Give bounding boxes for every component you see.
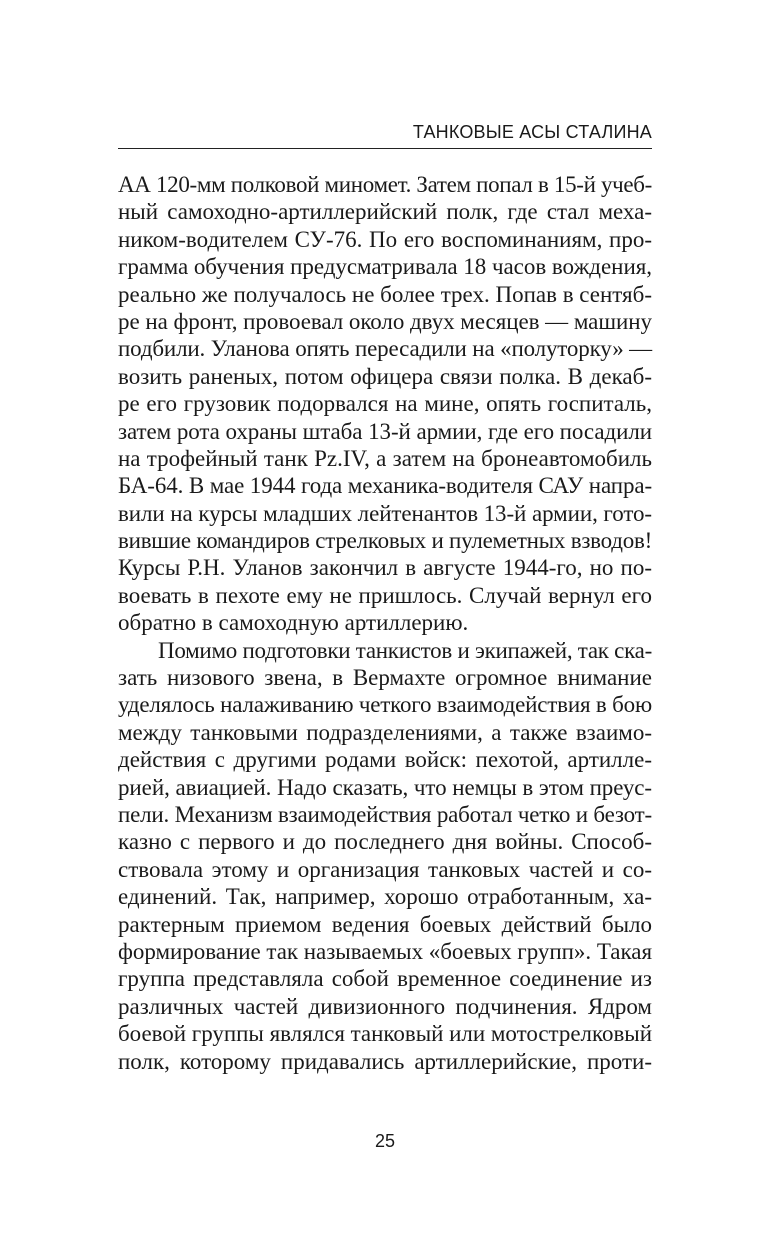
running-head-title: ТАНКОВЫЕ АСЫ СТАЛИНА xyxy=(412,122,652,142)
text-line: АА 120-мм полковой миномет. Затем попал в 15-й учеб- xyxy=(118,172,652,197)
text-line: вившие командиров стрелковых и пулеметных взводов! xyxy=(118,528,652,554)
text-line: различных частей дивизионного подчинения. Ядром xyxy=(118,993,652,1019)
text-line: воевать в пехоте ему не пришлось. Случай вернул его xyxy=(118,582,652,608)
text-line: затем рота охраны штаба 13-й армии, где его посадили xyxy=(118,418,652,444)
text-line: БА-64. В мае 1944 года механика-водителя САУ напра- xyxy=(118,473,652,499)
text-line: казно с первого и до последнего дня войны. Способ- xyxy=(118,829,652,855)
text-line: между танковыми подразделениями, а также взаимо- xyxy=(118,719,652,745)
text-line: на трофейный танк Pz.IV, а затем на бронеавтомобиль xyxy=(118,445,652,471)
body-text xyxy=(118,171,652,1075)
text-line: Курсы Р.Н. Уланов закончил в августе 1944-го, но по- xyxy=(118,555,652,581)
text-line: рактерным приемом ведения боевых действий было xyxy=(118,911,652,937)
text-line: подбили. Уланова опять пересадили на «полуторку» — xyxy=(118,336,652,362)
text-line: Помимо подготовки танкистов и экипажей, так ска- xyxy=(158,637,652,663)
text-line: ре на фронт, провоевал около двух месяцев — машину xyxy=(118,308,652,334)
text-line: зать низового звена, в Вермахте огромное внимание xyxy=(118,665,652,691)
text-line: рией, авиацией. Надо сказать, что немцы в этом преус- xyxy=(118,774,652,800)
text-line: ре его грузовик подорвался на мине, опять госпиталь, xyxy=(118,391,652,417)
text-line: действия с другими родами войск: пехотой, артилле- xyxy=(118,747,652,773)
text-line: ником-водителем СУ-76. По его воспоминаниям, про- xyxy=(118,226,652,252)
page-number: 25 xyxy=(374,1131,396,1151)
text-line: реально же получалось не более трех. Попав в сентяб- xyxy=(118,281,652,307)
text-line: грамма обучения предусматривала 18 часов вождения, xyxy=(118,254,652,280)
text-line: полк, которому придавались артиллерийские, проти- xyxy=(118,1048,652,1074)
text-line: единений. Так, например, хорошо отработанным, ха- xyxy=(118,884,652,910)
text-line: ный самоходно-артиллерийский полк, где стал меха- xyxy=(118,199,652,225)
paragraph-2 xyxy=(118,637,652,1075)
text-line: пели. Механизм взаимодействия работал четко и безот- xyxy=(118,801,652,827)
text-line: боевой группы являлся танковый или мотострелковый xyxy=(118,1021,653,1047)
text-line: возить раненых, потом офицера связи полка. В декаб- xyxy=(118,363,652,389)
text-line: формирование так называемых «боевых групп». Такая xyxy=(118,938,652,964)
header-rule xyxy=(118,148,652,149)
text-line: ствовала этому и организация танковых частей и со- xyxy=(118,856,652,882)
text-line: вили на курсы младших лейтенантов 13-й армии, гото- xyxy=(118,500,652,526)
text-line: обратно в самоходную артиллерию. xyxy=(118,610,469,636)
paragraph-1 xyxy=(118,171,652,637)
text-line: группа представляла собой временное соединение из xyxy=(118,966,652,992)
text-line: уделялось налаживанию четкого взаимодействия в бою xyxy=(118,692,652,718)
